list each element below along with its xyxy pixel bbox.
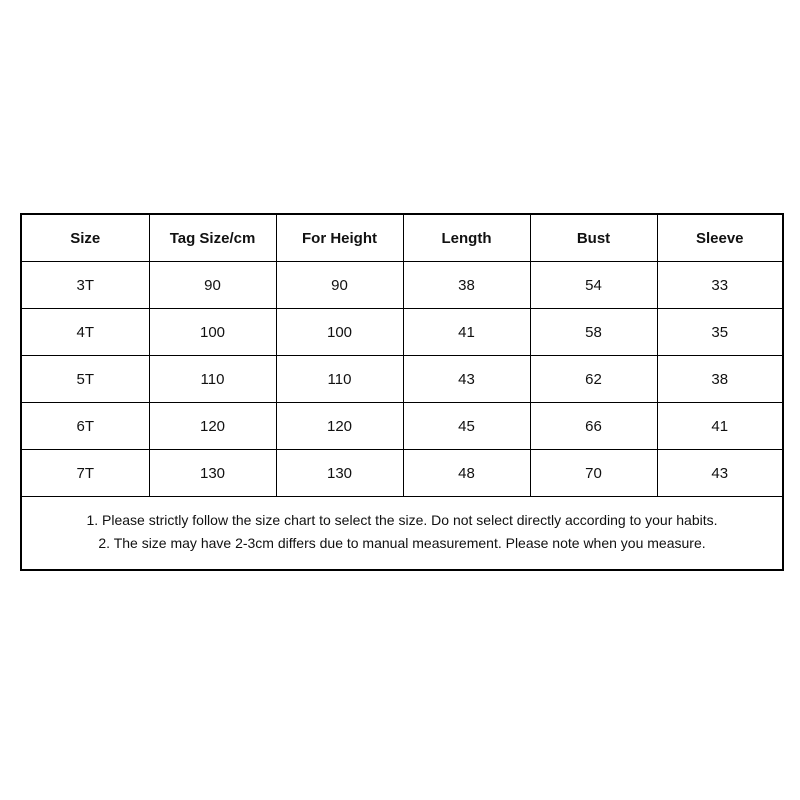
- cell-sleeve: 43: [657, 450, 782, 497]
- cell-sleeve: 41: [657, 403, 782, 450]
- cell-tag-size: 120: [149, 403, 276, 450]
- cell-length: 48: [403, 450, 530, 497]
- header-sleeve: Sleeve: [657, 215, 782, 262]
- size-notes: [22, 497, 782, 569]
- cell-tag-size: 90: [149, 262, 276, 309]
- header-length: Length: [403, 215, 530, 262]
- cell-for-height: 120: [276, 403, 403, 450]
- cell-bust: 62: [530, 356, 657, 403]
- cell-size: 3T: [22, 262, 149, 309]
- cell-length: 43: [403, 356, 530, 403]
- cell-for-height: 100: [276, 309, 403, 356]
- cell-bust: 70: [530, 450, 657, 497]
- table-row: [22, 309, 782, 356]
- cell-sleeve: 33: [657, 262, 782, 309]
- header-for-height: For Height: [276, 215, 403, 262]
- table-row: [22, 262, 782, 309]
- note-line: 2. The size may have 2-3cm differs due to manual measurement. Please note when you measure.: [98, 535, 706, 551]
- cell-tag-size: 100: [149, 309, 276, 356]
- size-table: [22, 215, 782, 497]
- cell-length: 45: [403, 403, 530, 450]
- note-line: 1. Please strictly follow the size chart to select the size. Do not select directly according to your habits.: [86, 512, 718, 528]
- header-size: Size: [22, 215, 149, 262]
- cell-length: 38: [403, 262, 530, 309]
- cell-size: 6T: [22, 403, 149, 450]
- cell-bust: 58: [530, 309, 657, 356]
- cell-for-height: 90: [276, 262, 403, 309]
- cell-size: 5T: [22, 356, 149, 403]
- header-tag-size: Tag Size/cm: [149, 215, 276, 262]
- cell-size: 4T: [22, 309, 149, 356]
- cell-tag-size: 130: [149, 450, 276, 497]
- cell-tag-size: 110: [149, 356, 276, 403]
- table-row: [22, 356, 782, 403]
- table-row: [22, 403, 782, 450]
- cell-for-height: 130: [276, 450, 403, 497]
- cell-sleeve: 35: [657, 309, 782, 356]
- cell-size: 7T: [22, 450, 149, 497]
- cell-bust: 66: [530, 403, 657, 450]
- table-row: [22, 450, 782, 497]
- table-header-row: [22, 215, 782, 262]
- header-bust: Bust: [530, 215, 657, 262]
- cell-for-height: 110: [276, 356, 403, 403]
- cell-sleeve: 38: [657, 356, 782, 403]
- cell-bust: 54: [530, 262, 657, 309]
- size-chart: [20, 213, 784, 571]
- cell-length: 41: [403, 309, 530, 356]
